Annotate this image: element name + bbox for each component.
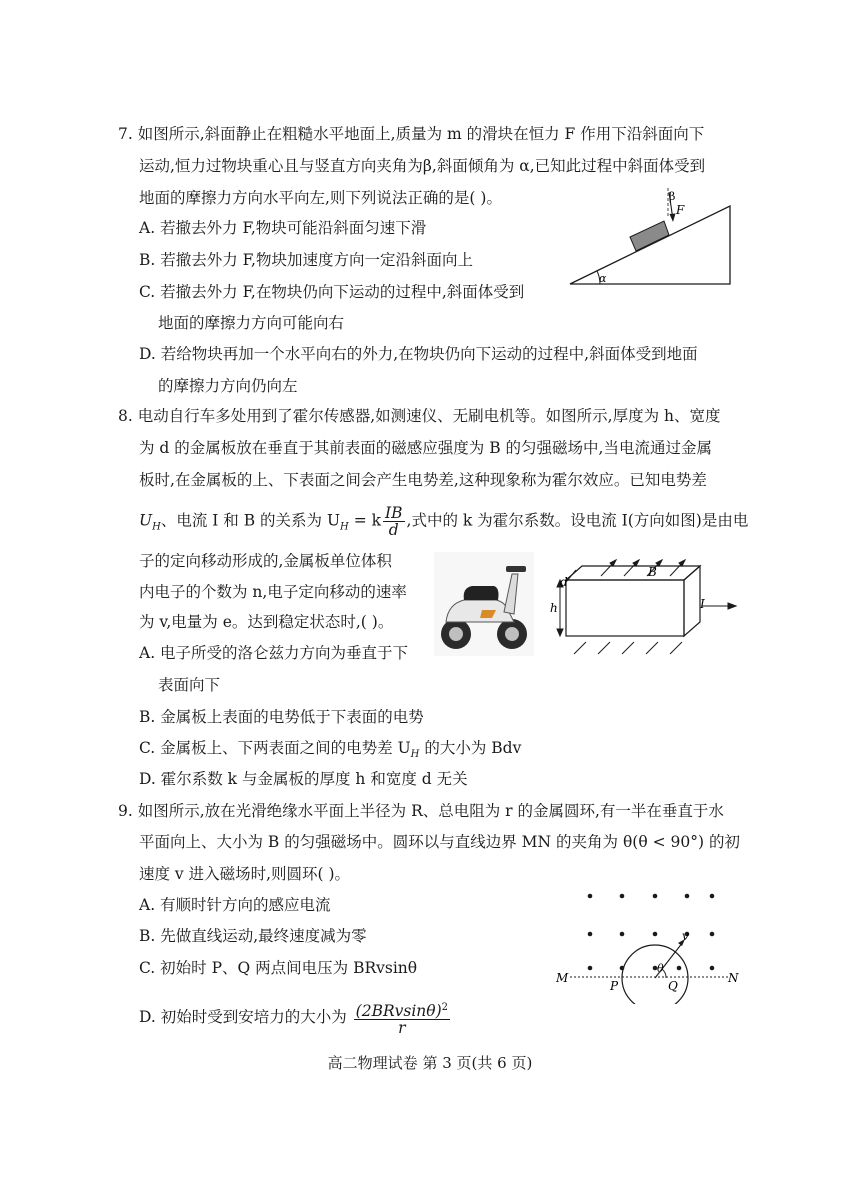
q9-p-label: P <box>610 979 619 993</box>
electric-scooter-image <box>434 552 534 656</box>
q8-option-c: C. 金属板上、下两表面之间的电势差 $U_H$ 的大小为 Bdv <box>139 739 522 761</box>
q9-m-label: M <box>556 971 569 985</box>
q9-v-label: v <box>682 929 689 943</box>
q8-stem2-2: 内电子的个数为 n,电子定向移动的速率 <box>139 583 407 601</box>
q9-theta-label: θ <box>657 962 664 975</box>
q7-incline-figure <box>566 186 746 296</box>
hall-i-label: I <box>700 597 705 611</box>
q7-alpha-label: α <box>599 272 607 285</box>
q9-option-b: B. 先做直线运动,最终速度减为零 <box>139 927 367 945</box>
q7-force-label: F <box>676 203 685 217</box>
q9-stem-1: 9. 如图所示,放在光滑绝缘水平面上半径为 R、总电阻为 r 的金属圆环,有一半在垂直于水 <box>118 802 724 820</box>
q7-option-c: C. 若撤去外力 F,在物块仍向下运动的过程中,斜面体受到 <box>139 283 525 301</box>
q7-beta-label: β <box>669 190 676 203</box>
ampere-force-fraction: $\frac{(2BRvsin\theta)^2}{r}$ <box>355 1002 449 1038</box>
q7-stem-3: 地面的摩擦力方向水平向左,则下列说法正确的是( )。 <box>139 189 502 207</box>
q8-stem-2: 为 d 的金属板放在垂直于其前表面的磁感应强度为 B 的匀强磁场中,当电流通过金属 <box>139 439 712 457</box>
q8-stem2-1: 子的定向移动形成的,金属板单位体积 <box>139 552 392 570</box>
magnetic-field-dots <box>588 894 715 971</box>
hall-formula-fraction: $\frac{IB}{d}$ <box>385 504 403 539</box>
q9-ring-figure <box>552 884 752 1004</box>
q7-option-b: B. 若撤去外力 F,物块加速度方向一定沿斜面向上 <box>139 251 473 269</box>
page-footer: 高二物理试卷 第 3 页(共 6 页) <box>327 1054 533 1072</box>
q9-option-c: C. 初始时 P、Q 两点间电压为 BRvsinθ <box>139 959 418 977</box>
q8-stem-3: 板时,在金属板的上、下表面之间会产生电势差,这种现象称为霍尔效应。已知电势差 <box>139 471 707 489</box>
q7-option-d-cont: 的摩擦力方向仍向左 <box>158 377 298 395</box>
q9-stem-3: 速度 v 进入磁场时,则圆环( )。 <box>139 865 351 883</box>
q7-option-a: A. 若撤去外力 F,物块可能沿斜面匀速下滑 <box>139 219 427 237</box>
q8-stem-1: 8. 电动自行车多处用到了霍尔传感器,如测速仪、无刷电机等。如图所示,厚度为 h、宽度 <box>118 407 721 425</box>
q8-option-a-cont: 表面向下 <box>158 676 221 694</box>
q9-stem-2: 平面向上、大小为 B 的匀强磁场中。圆环以与直线边界 MN 的夹角为 θ(θ < 90°) 的初 <box>139 833 740 851</box>
q9-n-label: N <box>728 971 739 985</box>
hall-plate-figure <box>546 558 746 660</box>
q8-formula-line: $U_H$、电流 I 和 B 的关系为 $U_H = k$ $\frac{IB}{d}$ ,式中的 k 为霍尔系数。设电流 I(方向如图)是由电 <box>139 504 749 539</box>
q8-option-b: B. 金属板上表面的电势低于下表面的电势 <box>139 708 424 726</box>
q9-option-a: A. 有顺时针方向的感应电流 <box>139 896 331 914</box>
q9-q-label: Q <box>668 979 678 993</box>
q7-option-c-cont: 地面的摩擦力方向可能向右 <box>158 314 345 332</box>
q8-option-a: A. 电子所受的洛仑兹力方向为垂直于下 <box>139 644 409 662</box>
q8-stem2-3: 为 v,电量为 e。达到稳定状态时,( )。 <box>139 613 394 631</box>
q9-option-d: D. 初始时受到安培力的大小为 $\frac{(2BRvsin\theta)^2}{r}$ <box>139 1002 449 1038</box>
hall-d-label: d <box>560 575 568 589</box>
q7-stem-2: 运动,恒力过物块重心且与竖直方向夹角为β,斜面倾角为 α,已知此过程中斜面体受到 <box>139 157 706 175</box>
hall-b-label: B <box>648 565 657 579</box>
q7-stem-1: 7. 如图所示,斜面静止在粗糙水平地面上,质量为 m 的滑块在恒力 F 作用下沿斜面向下 <box>118 125 705 143</box>
q7-option-d: D. 若给物块再加一个水平向右的外力,在物块仍向下运动的过程中,斜面体受到地面 <box>139 345 698 363</box>
hall-h-label: h <box>550 601 558 615</box>
q8-option-d: D. 霍尔系数 k 与金属板的厚度 h 和宽度 d 无关 <box>139 770 468 788</box>
